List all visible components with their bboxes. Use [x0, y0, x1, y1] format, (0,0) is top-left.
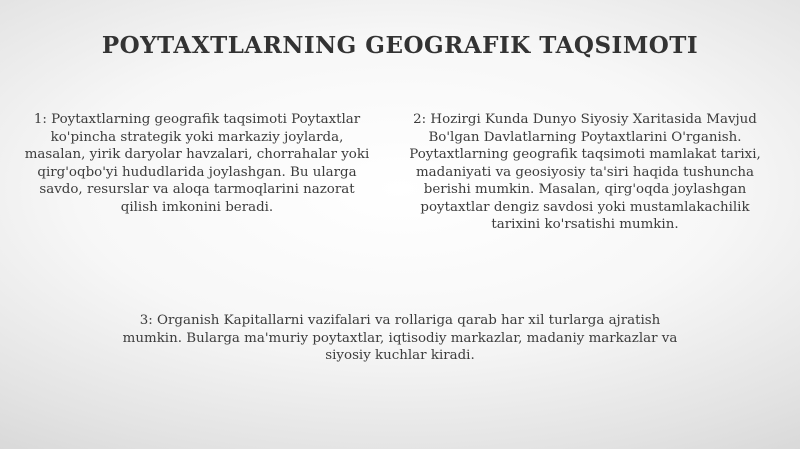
slide-title: POYTAXTLARNING GEOGRAFIK TAQSIMOTI: [101, 32, 699, 59]
paragraph-2: 2: Hozirgi Kunda Dunyo Siyosiy Xaritasida Mavjud Bo'lgan Davlatlarning Poytaxtlarini O'rganish. Poytaxtlarning geografik taqsimoti mamlakat tarixi, madaniyati va geosiyosiy ta'siri haqida tushuncha berishi mumkin. Masalan, qirg'oqda joylashgan poytaxtlar dengiz savdosi yoki mustamlakachilik tarixini ko'rsatishi mumkin.: [409, 112, 761, 232]
paragraph-1: 1: Poytaxtlarning geografik taqsimoti Poytaxtlar ko'pincha strategik yoki markaziy joylarda, masalan, yirik daryolar havzalari, chorrahalar yoki qirg'oqbo'yi hududlarida joylashgan. Bu ularga savdo, resurslar va aloqa tarmoqlarini nazorat qilish imkonini beradi.: [24, 112, 370, 215]
paragraph-3: 3: Organish Kapitallarni vazifalari va rollariga qarab har xil turlarga ajratish mumkin. Bularga ma'muriy poytaxtlar, iqtisodiy markazlar, madaniy markazlar va siyosiy kuchlar kiradi.: [122, 313, 678, 363]
